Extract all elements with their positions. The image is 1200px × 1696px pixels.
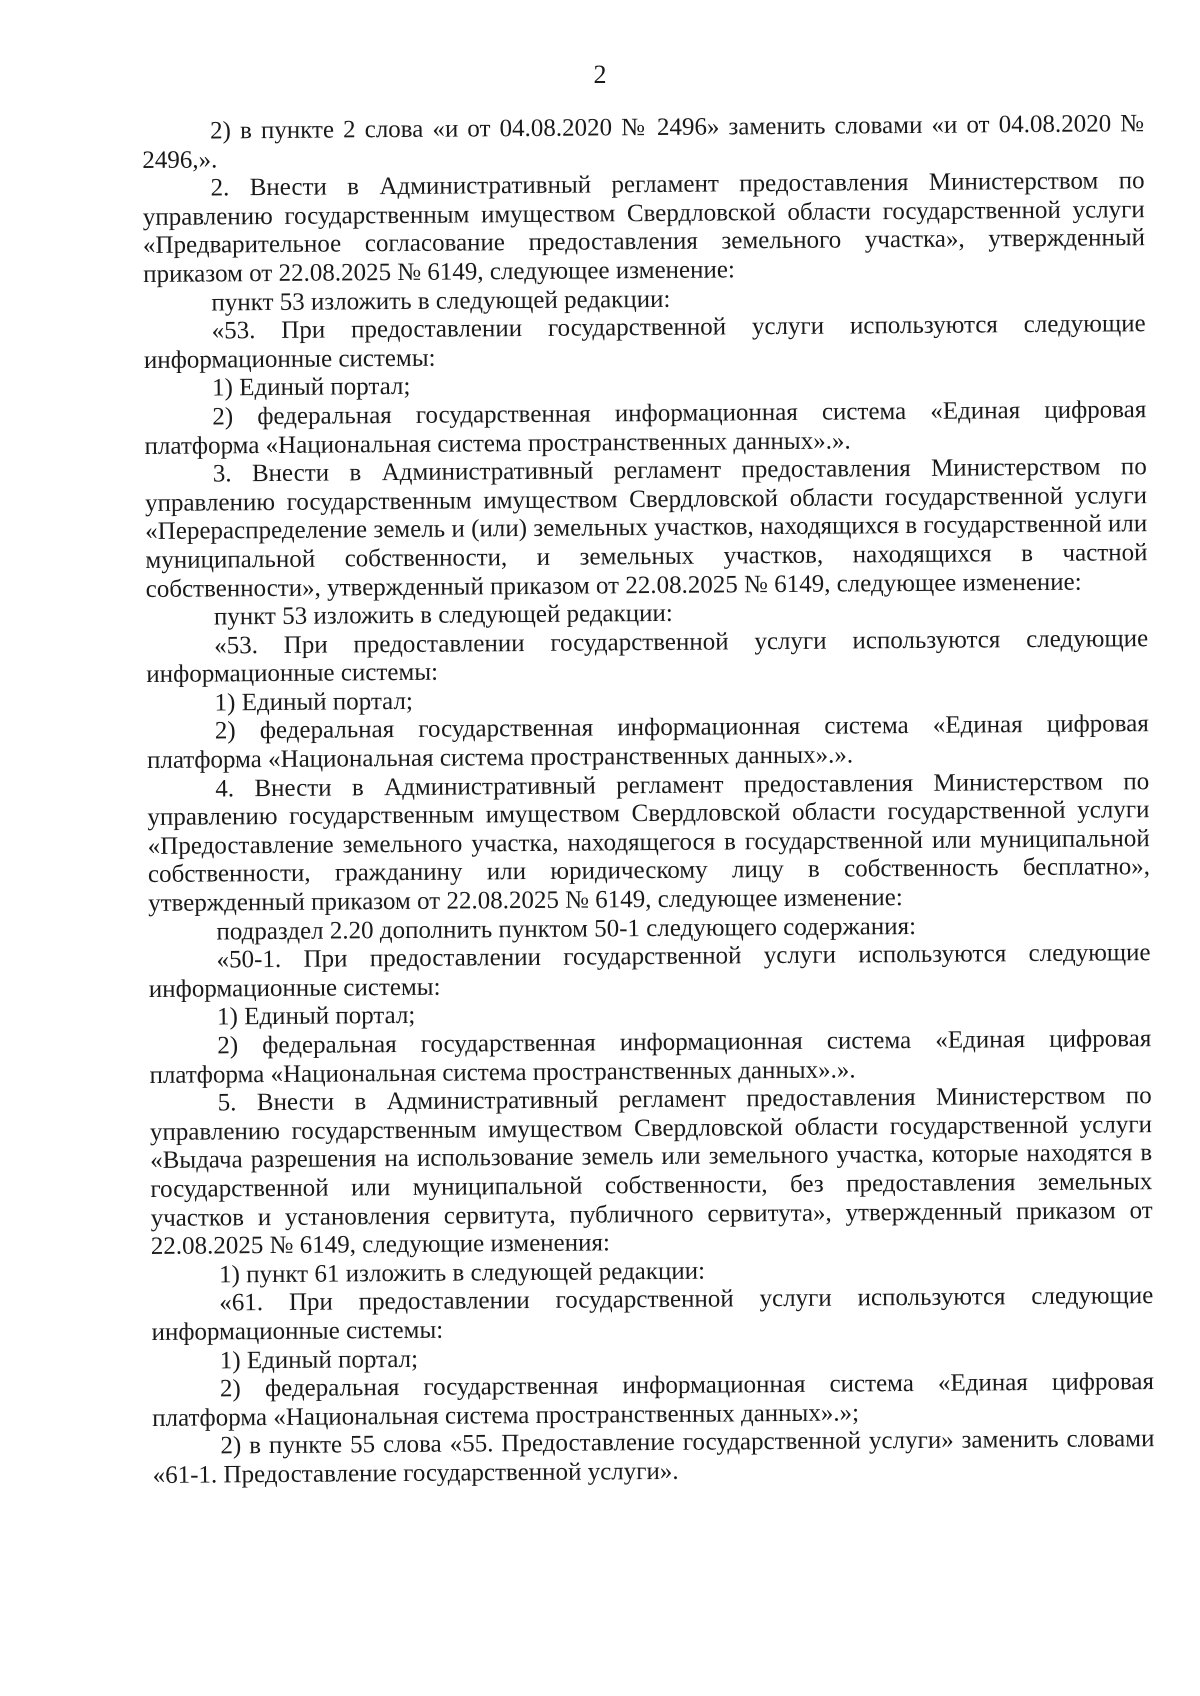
- paragraph-list-item: 2) федеральная государственная информационная система «Единая цифровая платформа «Национальная система пространственных данных».».: [146, 710, 1149, 775]
- paragraph-point-61-intro: 1) пункт 61 изложить в следующей редакции:: [218, 1257, 706, 1289]
- paragraph-point-55-amendment: 2) в пункте 55 слова «55. Предоставление государственной услуги» заменить словами «61-1. Предоставление государственной услуги».: [152, 1425, 1155, 1489]
- paragraph-list-item: 1) Единый портал;: [214, 687, 413, 717]
- paragraph-list-item: 2) федеральная государственная информационная система «Единая цифровая платформа «Национальная система пространственных данных».».: [149, 1025, 1152, 1089]
- paragraph-subsection-2-20-intro: подраздел 2.20 дополнить пунктом 50-1 следующего содержания:: [216, 912, 917, 946]
- paragraph-point-53-text: «53. При предоставлении государственной услуги используются следующие информационные системы:: [143, 310, 1146, 374]
- paragraph-point-53-intro: пункт 53 изложить в следующей редакции:: [211, 285, 671, 317]
- paragraph-point-53-intro: пункт 53 изложить в следующей редакции:: [213, 599, 673, 631]
- paragraph-item-2-amendment: 2) в пункте 2 слова «и от 04.08.2020 № 2496» заменить словами «и от 04.08.2020 № 2496,».: [142, 110, 1145, 174]
- paragraph-point-53-text: «53. При предоставлении государственной услуги используются следующие информационные системы:: [146, 624, 1149, 689]
- paragraph-list-item: 2) федеральная государственная информационная система «Единая цифровая платформа «Национальная система пространственных данных».».: [144, 396, 1147, 460]
- paragraph-point-50-1-text: «50-1. При предоставлении государственной услуги используются следующие информационные системы:: [148, 939, 1151, 1003]
- paragraph-section-4: 4. Внести в Административный регламент предоставления Министерством по управлению государственным имуществом Свердловской области государственной услуги «Предоставление земельного участка, находящегося в государственной или муниципальной собственности, гражданину или юридическому лицу в собственность бесплатно», утвержденный приказом от 22.08.2025 № 6149, следующее изменение:: [147, 767, 1151, 918]
- paragraph-list-item: 2) федеральная государственная информационная система «Единая цифровая платформа «Национальная система пространственных данных».»;: [152, 1368, 1155, 1432]
- document-body: [142, 110, 1155, 1490]
- page-number: 2: [593, 60, 607, 89]
- paragraph-section-5: 5. Внести в Административный регламент предоставления Министерством по управлению государственным имуществом Свердловской области государственной услуги «Выдача разрешения на использование земель или земельного участка, которые находятся в государственной или муниципальной собственности, без предоставления земельных участков и установления сервитута, публичного сервитута», утвержденный приказом от 22.08.2025 № 6149, следующие изменения:: [149, 1082, 1153, 1261]
- paragraph-section-3: 3. Внести в Административный регламент предоставления Министерством по управлению государственным имуществом Свердловской области государственной услуги «Перераспределение земель и (или) земельных участков, находящихся в государственной или муниципальной собственности, и земельных участков, находящихся в частной собственности», утвержденный приказом от 22.08.2025 № 6149, следующее изменение:: [144, 453, 1148, 603]
- paragraph-list-item: 1) Единый портал;: [216, 1002, 416, 1031]
- paragraph-point-61-text: «61. При предоставлении государственной услуги используются следующие информационные системы:: [151, 1282, 1154, 1346]
- paragraph-list-item: 1) Единый портал;: [212, 373, 411, 402]
- paragraph-list-item: 1) Единый портал;: [219, 1345, 419, 1374]
- paragraph-section-2: 2. Внести в Административный регламент предоставления Министерством по управлению государственным имуществом Свердловской области государственной услуги «Предварительное согласование предоставления земельного участка», утвержденный приказом от 22.08.2025 № 6149, следующее изменение:: [142, 167, 1146, 288]
